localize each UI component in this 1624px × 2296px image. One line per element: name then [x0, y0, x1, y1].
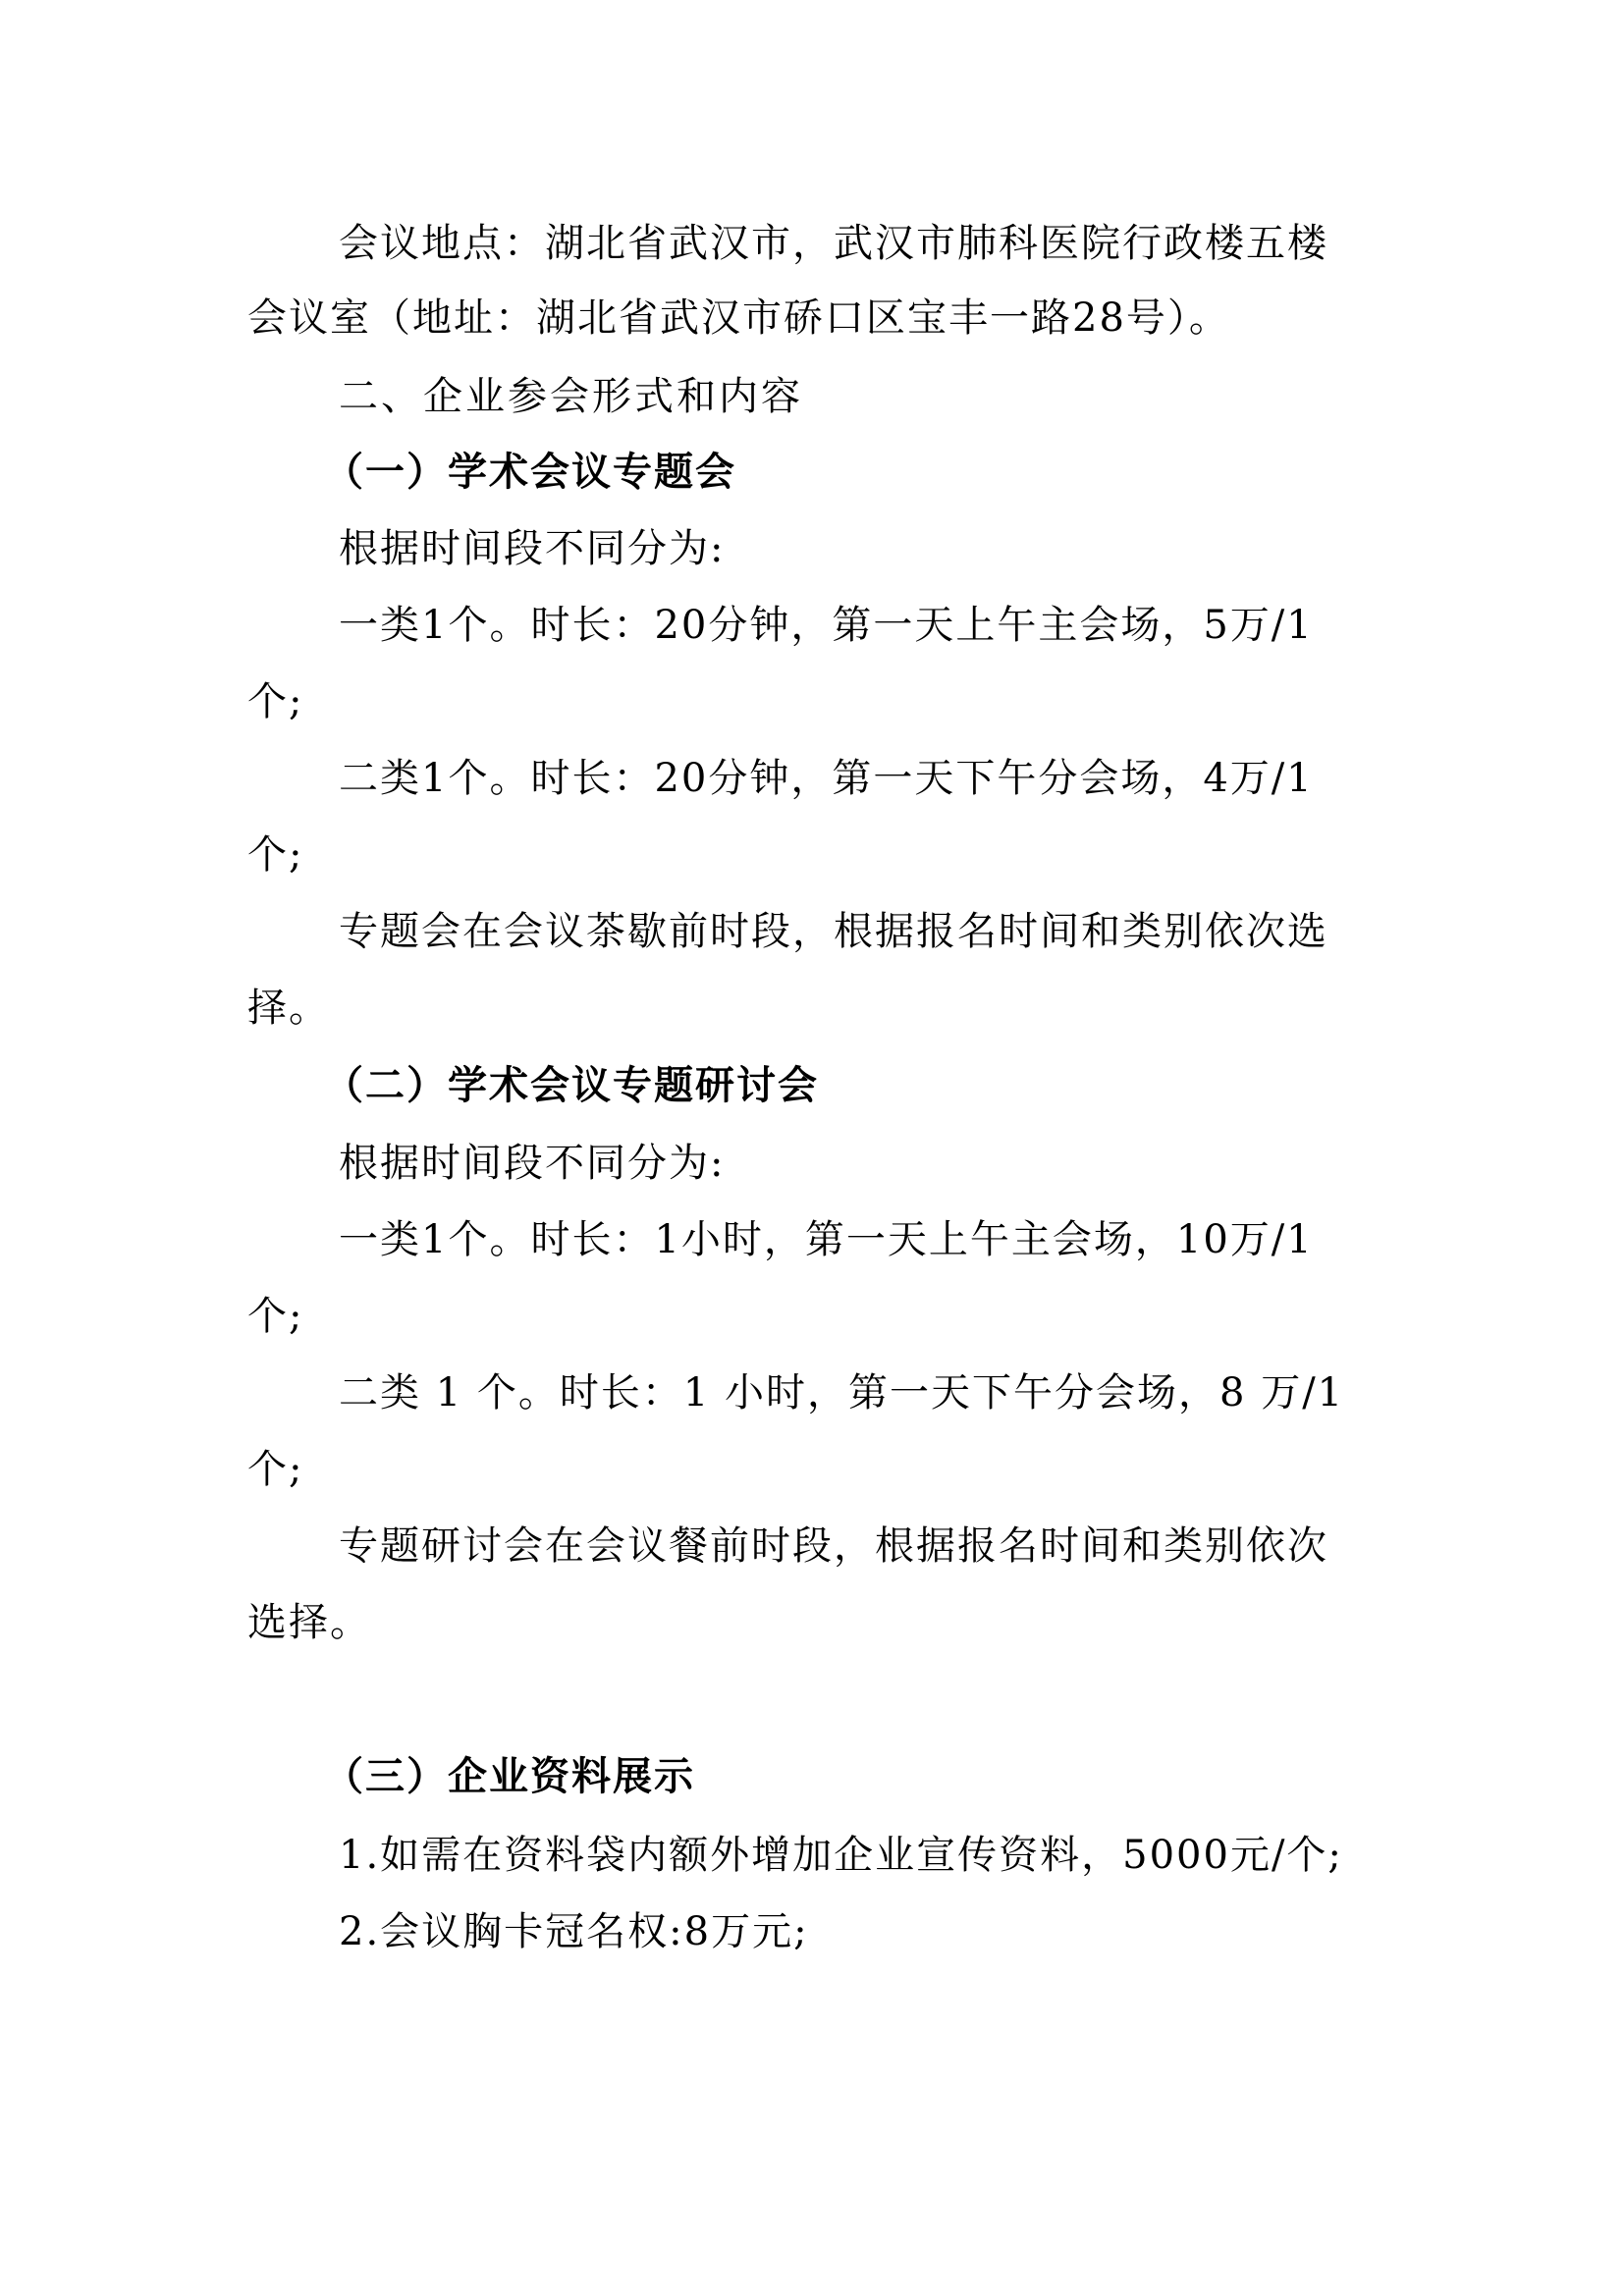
paragraph-line: 二类 1 个。时长：1 小时，第一天下午分会场，8 万/1: [339, 1370, 1345, 1415]
subsection-heading-3: （三）企业资料展示: [324, 1754, 695, 1799]
paragraph-line: 专题研讨会在会议餐前时段，根据报名时间和类别依次: [339, 1523, 1328, 1569]
paragraph-line: 个;: [247, 679, 304, 724]
paragraph-line: 选择。: [247, 1600, 371, 1645]
venue-line-2: 会议室（地址：湖北省武汉市硚口区宝丰一路28号）。: [247, 295, 1230, 341]
paragraph-line: 择。: [247, 986, 330, 1031]
paragraph-line: 根据时间段不同分为:: [339, 1141, 726, 1186]
paragraph-line: 2.会议胸卡冠名权:8万元;: [339, 1909, 809, 1954]
subsection-heading-1: （一）学术会议专题会: [324, 450, 736, 495]
paragraph-line: 一类1个。时长：20分钟，第一天上午主会场，5万/1: [339, 603, 1314, 648]
paragraph-line: 一类1个。时长：1小时，第一天上午主会场，10万/1: [339, 1217, 1314, 1262]
paragraph-line: 个;: [247, 1294, 304, 1339]
paragraph-line: 专题会在会议茶歇前时段，根据报名时间和类别依次选: [339, 909, 1328, 954]
paragraph-line: 个;: [247, 832, 304, 878]
paragraph-line: 1.如需在资料袋内额外增加企业宣传资料，5000元/个;: [339, 1833, 1343, 1878]
paragraph-line: 个;: [247, 1447, 304, 1492]
venue-line-1: 会议地点：湖北省武汉市，武汉市肺科医院行政楼五楼: [339, 221, 1328, 266]
paragraph-line: 根据时间段不同分为:: [339, 526, 726, 571]
subsection-heading-2: （二）学术会议专题研讨会: [324, 1063, 819, 1108]
section-heading-2: 二、企业参会形式和内容: [339, 374, 803, 419]
paragraph-line: 二类1个。时长：20分钟，第一天下午分会场，4万/1: [339, 756, 1314, 801]
